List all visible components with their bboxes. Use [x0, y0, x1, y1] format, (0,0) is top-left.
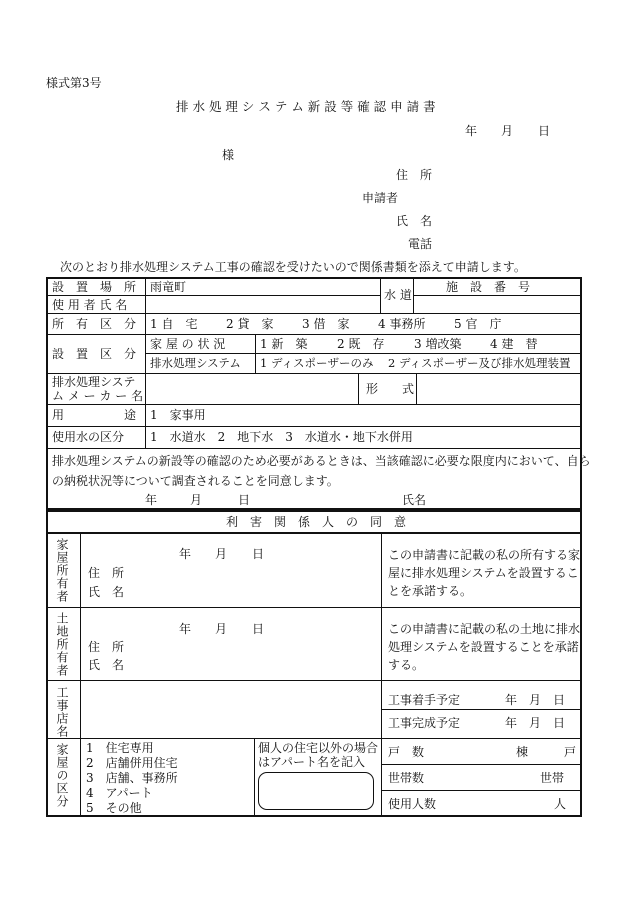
form-number: 様式第3号 — [46, 76, 102, 90]
finish-label: 工事完成予定 — [388, 716, 461, 730]
apartment-name-bracket[interactable] — [258, 772, 374, 810]
water-label: 水 道 — [384, 288, 412, 302]
owner-option-5: 5 官 庁 — [454, 317, 502, 331]
family-unit: 世帯 — [540, 771, 565, 785]
house-status-option-4: 4 建 替 — [490, 337, 538, 351]
date-month: 月 — [501, 124, 514, 138]
finish-month: 月 — [529, 716, 542, 730]
house-owner-month: 月 — [215, 547, 228, 561]
usage-value: 1 家事用 — [150, 408, 206, 422]
house-class-option-1: 1 住宅専用 — [86, 741, 154, 755]
start-month: 月 — [529, 693, 542, 707]
start-year: 年 — [505, 693, 518, 707]
house-owner-address-label: 住 所 — [88, 566, 125, 580]
owner-option-3: 3 借 家 — [302, 317, 350, 331]
system-label: 排水処理システム — [150, 356, 241, 370]
house-owner-year: 年 — [179, 547, 192, 561]
location-label: 設 置 場 所 — [52, 280, 137, 294]
maker-label-line2: ム メ ー カ ー 名 — [52, 389, 144, 403]
owner-option-1: 1 自 宅 — [150, 317, 198, 331]
house-owner-day: 日 — [252, 547, 265, 561]
page-title: 排 水 処 理 シ ス テ ム 新 設 等 確 認 申 請 書 — [176, 99, 436, 114]
consent-month: 月 — [190, 493, 203, 507]
land-owner-label: 土地所有者 — [55, 612, 69, 677]
consent-line-2: の納税状況等について調査されることを同意します。 — [52, 474, 339, 488]
house-status-option-3: 3 増改築 — [414, 337, 462, 351]
land-owner-month: 月 — [215, 622, 228, 636]
house-status-label: 家 屋 の 状 況 — [150, 337, 226, 351]
house-status-option-1: 1 新 築 — [260, 337, 308, 351]
start-label: 工事着手予定 — [388, 693, 461, 707]
start-day: 日 — [553, 693, 566, 707]
units-unit: 戸 — [564, 745, 577, 759]
house-class-option-5: 5 その他 — [86, 801, 142, 815]
apartment-note-1: 個人の住宅以外の場合 — [258, 741, 379, 755]
house-owner-name-label: 氏 名 — [88, 585, 125, 599]
system-option-2: 2 ディスポーザー及び排水処理装置 — [388, 356, 571, 370]
finish-year: 年 — [505, 716, 518, 730]
land-owner-address-label: 住 所 — [88, 640, 125, 654]
owner-option-2: 2 貸 家 — [226, 317, 274, 331]
households-label: 戸 数 — [388, 745, 425, 759]
facility-number-label: 施 設 番 号 — [446, 280, 531, 294]
applicant-phone-label: 電話 — [408, 237, 433, 251]
addressee-suffix: 様 — [222, 148, 235, 162]
date-year: 年 — [465, 124, 478, 138]
users-unit: 人 — [554, 797, 567, 811]
contractor-label: 工事店名 — [55, 686, 69, 738]
house-status-option-2: 2 既 存 — [337, 337, 385, 351]
user-name-label: 使 用 者 氏 名 — [52, 298, 128, 312]
land-owner-name-label: 氏 名 — [88, 658, 125, 672]
family-label: 世帯数 — [388, 771, 425, 785]
users-label: 使用人数 — [388, 797, 437, 811]
system-option-1: 1 ディスポーザーのみ — [260, 356, 374, 370]
water-class-label: 使用水の区分 — [52, 430, 125, 444]
land-owner-consent-3: する。 — [388, 658, 425, 672]
house-class-option-4: 4 アパート — [86, 786, 153, 800]
buildings-unit: 棟 — [516, 745, 529, 759]
land-owner-year: 年 — [179, 622, 192, 636]
apartment-note-2: はアパート名を記入 — [258, 755, 366, 769]
applicant-name-label: 氏 名 — [396, 214, 433, 228]
date-day: 日 — [538, 124, 551, 138]
land-owner-day: 日 — [252, 622, 265, 636]
usage-label: 用 途 — [52, 408, 137, 422]
consent-day: 日 — [238, 493, 251, 507]
consent-year: 年 — [145, 493, 158, 507]
maker-label-line1: 排水処理システ — [52, 375, 136, 389]
land-owner-consent-1: この申請書に記載の私の土地に排水 — [388, 622, 581, 636]
consent-name-label: 氏名 — [402, 493, 427, 507]
land-owner-consent-2: 処理システムを設置することを承諾 — [388, 640, 579, 654]
consent-line-1: 排水処理システムの新設等の確認のため必要があるときは、当該確認に必要な限度内において、自ら — [52, 454, 591, 468]
house-owner-consent-1: この申請書に記載の私の所有する家 — [388, 548, 581, 562]
house-owner-label: 家屋所有者 — [55, 538, 69, 603]
water-class-value: 1 水道水 2 地下水 3 水道水・地下水併用 — [150, 430, 413, 444]
applicant-label: 申請者 — [362, 191, 399, 205]
owner-option-4: 4 事務所 — [378, 317, 426, 331]
owner-class-label: 所 有 区 分 — [52, 317, 137, 331]
install-class-label: 設 置 区 分 — [52, 347, 137, 361]
stakeholder-header: 利 害 関 係 人 の 同 意 — [226, 515, 407, 529]
model-label: 形 式 — [366, 382, 415, 396]
house-class-option-3: 3 店舗、事務所 — [86, 771, 178, 785]
house-class-label: 家屋の区分 — [55, 743, 69, 808]
intro-text: 次のとおり排水処理システム工事の確認を受けたいので関係書類を添えて申請します。 — [60, 260, 526, 274]
house-owner-consent-3: とを承諾する。 — [388, 584, 473, 598]
house-owner-consent-2: 屋に排水処理システムを設置するこ — [388, 566, 579, 580]
applicant-address-label: 住 所 — [396, 168, 433, 182]
house-class-option-2: 2 店舗併用住宅 — [86, 756, 178, 770]
finish-day: 日 — [553, 716, 566, 730]
location-value: 雨竜町 — [150, 280, 187, 294]
